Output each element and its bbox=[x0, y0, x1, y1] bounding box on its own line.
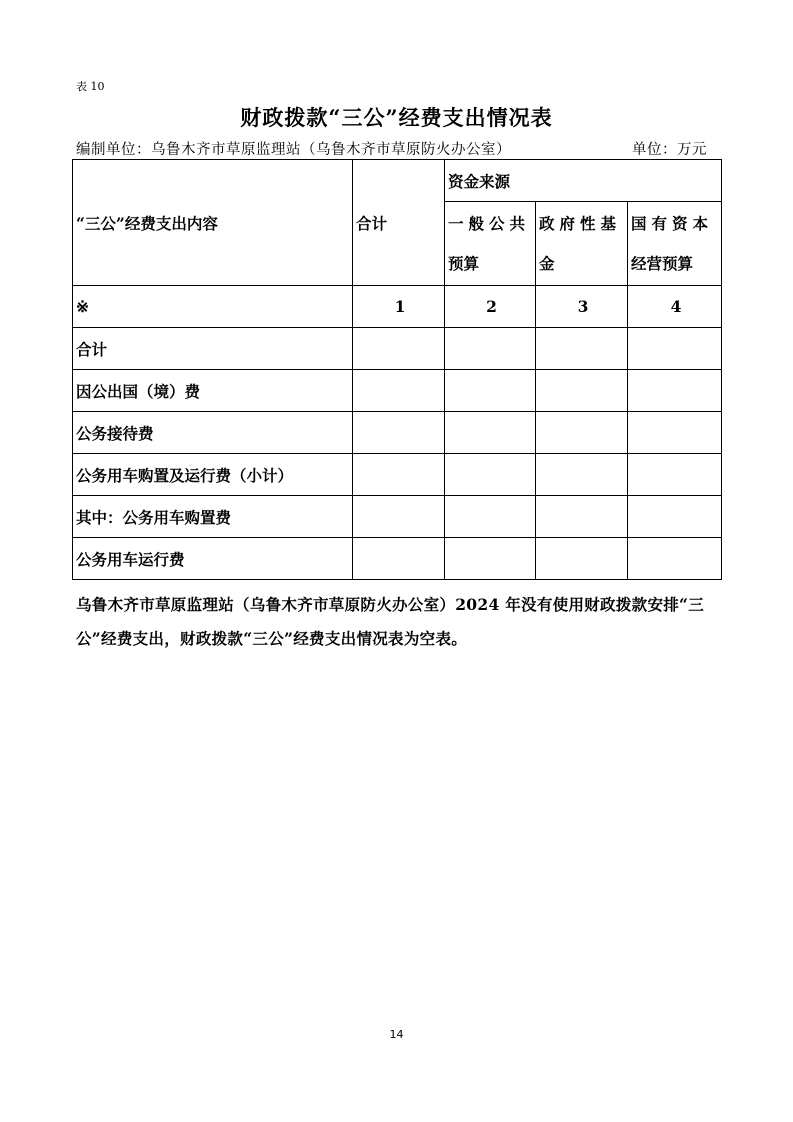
explanatory-note: 乌鲁木齐市草原监理站（乌鲁木齐市草原防火办公室）2024 年没有使用财政拨款安排“三公”经费支出，财政拨款“三公”经费支出情况表为空表。 bbox=[76, 595, 705, 648]
table-row bbox=[73, 538, 722, 580]
empty-cell bbox=[353, 328, 445, 370]
index-3: 3 bbox=[536, 286, 628, 328]
table-row bbox=[73, 454, 722, 496]
empty-cell bbox=[536, 412, 628, 454]
table-number-label: 表 10 bbox=[76, 80, 105, 93]
empty-cell bbox=[536, 454, 628, 496]
page-number: 14 bbox=[389, 1028, 404, 1041]
col-state-capital bbox=[628, 202, 722, 286]
empty-cell bbox=[353, 496, 445, 538]
empty-cell bbox=[445, 412, 536, 454]
row-label-vehicle-operation: 公务用车运行费 bbox=[73, 538, 353, 580]
document-title: 财政拨款“三公”经费支出情况表 bbox=[240, 105, 553, 130]
index-1: 1 bbox=[353, 286, 445, 328]
empty-cell bbox=[445, 454, 536, 496]
empty-cell bbox=[445, 370, 536, 412]
index-mark: ※ bbox=[73, 286, 353, 328]
empty-cell bbox=[536, 496, 628, 538]
index-4: 4 bbox=[628, 286, 722, 328]
table-row bbox=[73, 328, 722, 370]
row-label-overseas: 因公出国（境）费 bbox=[73, 370, 353, 412]
empty-cell bbox=[628, 328, 722, 370]
table-row bbox=[73, 370, 722, 412]
table-row bbox=[73, 412, 722, 454]
col-capital-line2: 经营预算 bbox=[631, 253, 694, 273]
empty-cell bbox=[445, 328, 536, 370]
col-general-line2: 预算 bbox=[448, 253, 480, 273]
index-row bbox=[73, 286, 722, 328]
header-fund-source: 资金来源 bbox=[445, 160, 722, 202]
col-general-budget bbox=[445, 202, 536, 286]
empty-cell bbox=[628, 496, 722, 538]
expense-table bbox=[72, 159, 722, 580]
col-capital-line1: 国有资本 bbox=[631, 213, 714, 233]
compiling-unit: 编制单位：乌鲁木齐市草原监理站（乌鲁木齐市草原防火办公室） bbox=[76, 142, 511, 158]
row-label-total: 合计 bbox=[73, 328, 353, 370]
empty-cell bbox=[445, 538, 536, 580]
row-label-vehicle-subtotal: 公务用车购置及运行费（小计） bbox=[73, 454, 353, 496]
empty-cell bbox=[628, 538, 722, 580]
empty-cell bbox=[628, 412, 722, 454]
table-row bbox=[73, 496, 722, 538]
header-row-1 bbox=[73, 160, 722, 202]
col-government-fund bbox=[536, 202, 628, 286]
header-total: 合计 bbox=[353, 160, 445, 286]
col-fund-line1: 政府性基 bbox=[539, 213, 622, 233]
empty-cell bbox=[628, 454, 722, 496]
col-general-line1: 一般公共 bbox=[448, 213, 531, 233]
empty-cell bbox=[445, 496, 536, 538]
empty-cell bbox=[536, 538, 628, 580]
index-2: 2 bbox=[445, 286, 536, 328]
empty-cell bbox=[536, 328, 628, 370]
header-content: “三公”经费支出内容 bbox=[73, 160, 353, 286]
empty-cell bbox=[353, 412, 445, 454]
row-label-vehicle-purchase: 其中：公务用车购置费 bbox=[73, 496, 353, 538]
empty-cell bbox=[536, 370, 628, 412]
col-fund-line2: 金 bbox=[539, 253, 555, 273]
empty-cell bbox=[353, 454, 445, 496]
empty-cell bbox=[628, 370, 722, 412]
row-label-reception: 公务接待费 bbox=[73, 412, 353, 454]
unit-label: 单位：万元 bbox=[632, 142, 707, 158]
empty-cell bbox=[353, 370, 445, 412]
empty-cell bbox=[353, 538, 445, 580]
